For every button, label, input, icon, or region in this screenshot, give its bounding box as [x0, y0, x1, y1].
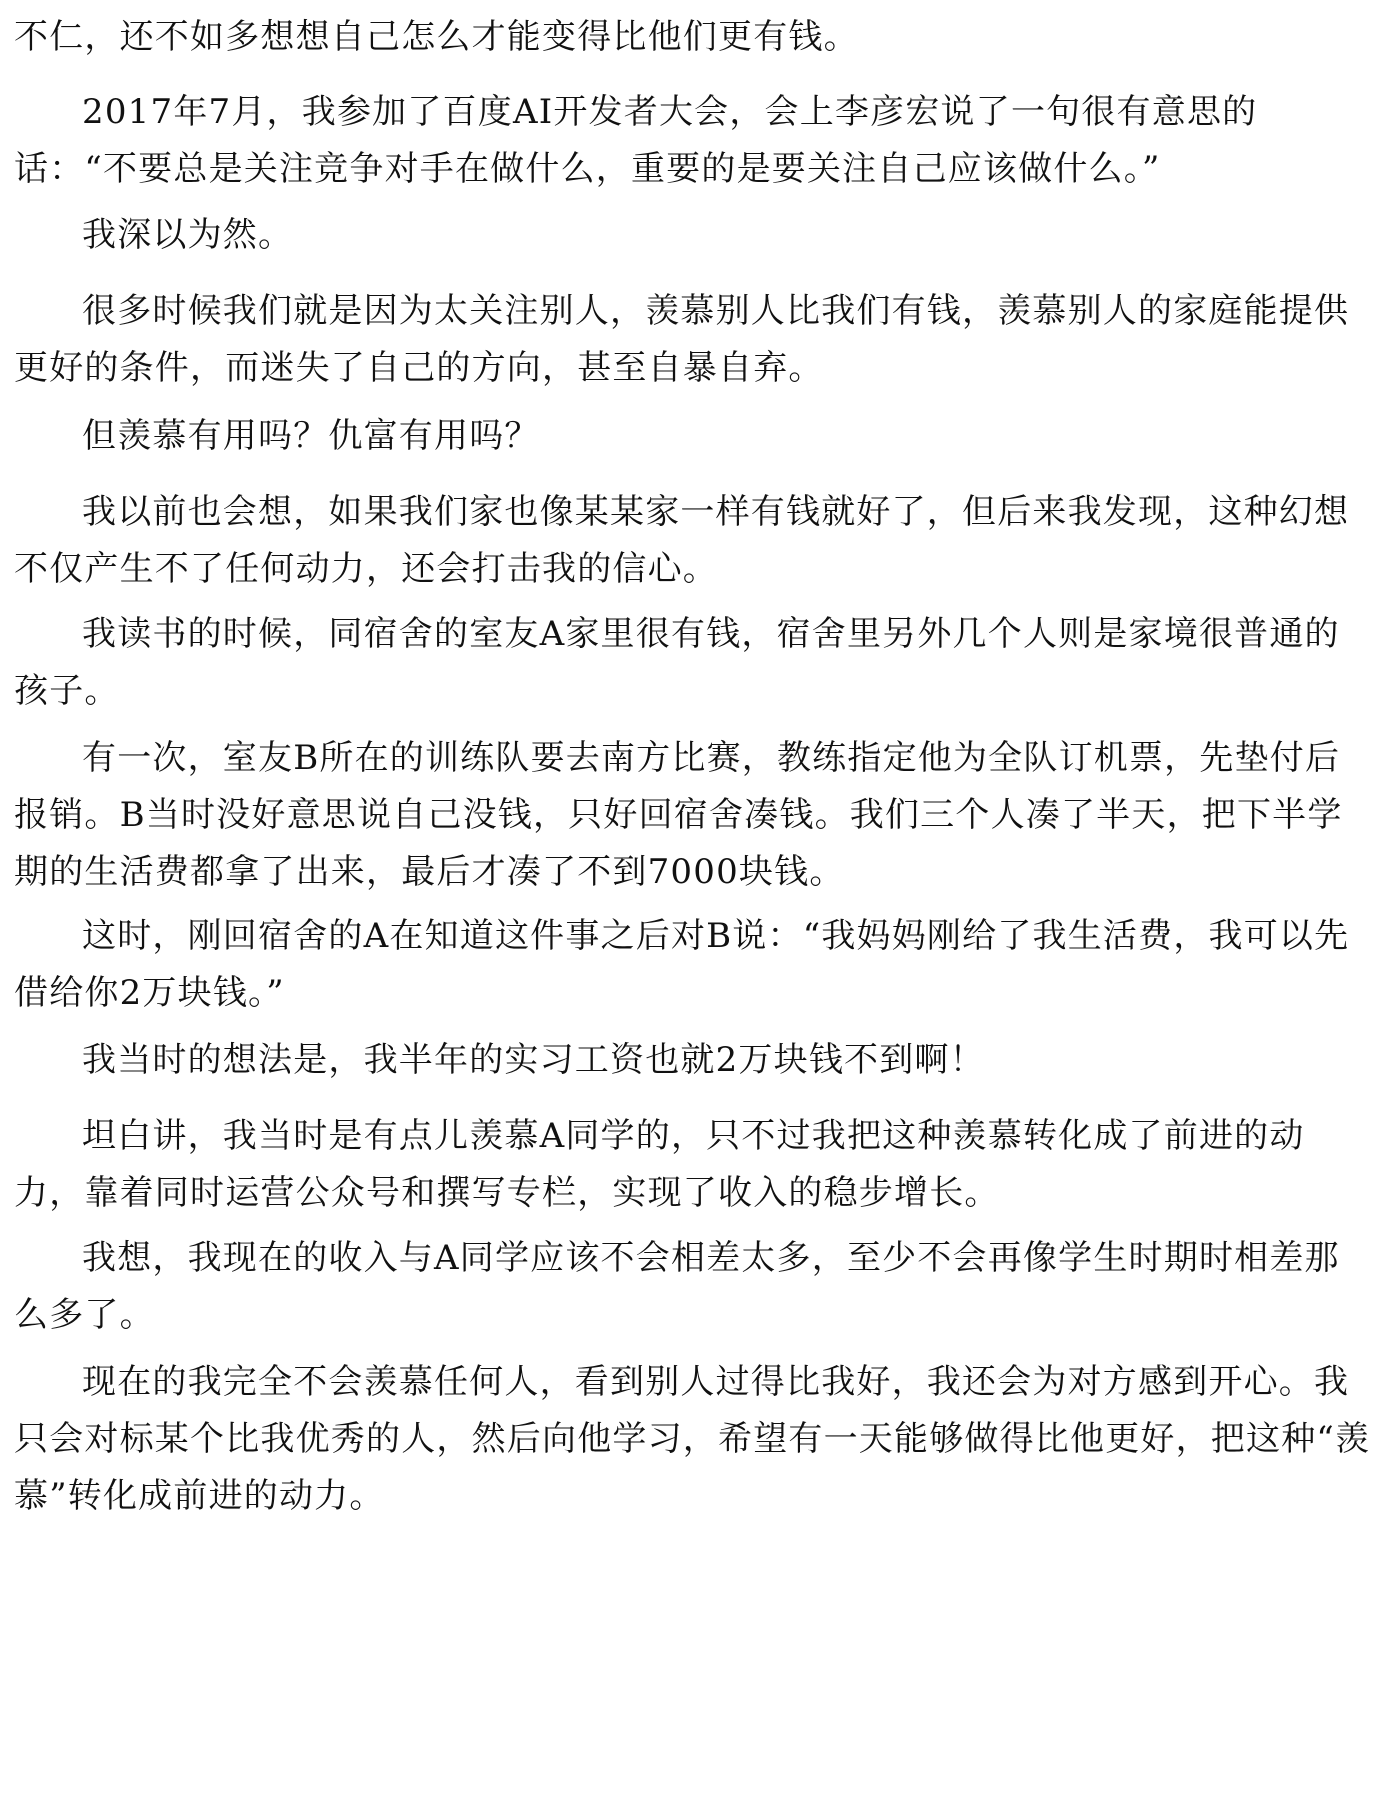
paragraph-roommate-a: 我读书的时候，同宿舍的室友A家里很有钱，宿舍里另外几个人则是家境很普通的孩子。 — [14, 614, 1340, 711]
paragraph-question: 但羡慕有用吗？仇富有用吗？ — [82, 416, 540, 456]
paragraph-motivation: 坦白讲，我当时是有点儿羡慕A同学的，只不过我把这种羡慕转化成了前进的动力，靠着同时运营公众号和撰写专栏，实现了收入的稳步增长。 — [14, 1116, 1305, 1213]
paragraph-baidu-conference: 2017年7月，我参加了百度AI开发者大会，会上李彦宏说了一句很有意思的话：“不要总是关注竞争对手在做什么，重要的是要关注自己应该做什么。” — [14, 92, 1258, 189]
paragraph-used-to-think: 我以前也会想，如果我们家也像某某家一样有钱就好了，但后来我发现，这种幻想不仅产生不了任何动力，还会打击我的信心。 — [14, 492, 1350, 589]
paragraph-roommate-b: 有一次，室友B所在的训练队要去南方比赛，教练指定他为全队订机票，先垫付后报销。B当时没好意思说自己没钱，只好回宿舍凑钱。我们三个人凑了半天，把下半学期的生活费都拿了出来，最后才凑了不到7000块钱。 — [14, 738, 1343, 892]
paragraph-envy-others: 很多时候我们就是因为太关注别人，羡慕别人比我们有钱，羡慕别人的家庭能提供更好的条件，而迷失了自己的方向，甚至自暴自弃。 — [14, 291, 1350, 388]
paragraph-lend-money: 这时，刚回宿舍的A在知道这件事之后对B说：“我妈妈刚给了我生活费，我可以先借给你2万块钱。” — [14, 916, 1350, 1013]
paragraph-income-now: 我想，我现在的收入与A同学应该不会相差太多，至少不会再像学生时期时相差那么多了。 — [14, 1238, 1340, 1335]
paragraph-internship-salary: 我当时的想法是，我半年的实习工资也就2万块钱不到啊！ — [82, 1040, 985, 1080]
paragraph-continued: 不仁，还不如多想想自己怎么才能变得比他们更有钱。 — [14, 17, 859, 57]
paragraph-no-envy: 现在的我完全不会羡慕任何人，看到别人过得比我好，我还会为对方感到开心。我只会对标某个比我优秀的人，然后向他学习，希望有一天能够做得比他更好，把这种“羡慕”转化成前进的动力。 — [14, 1362, 1371, 1516]
paragraph-agree: 我深以为然。 — [82, 215, 294, 255]
